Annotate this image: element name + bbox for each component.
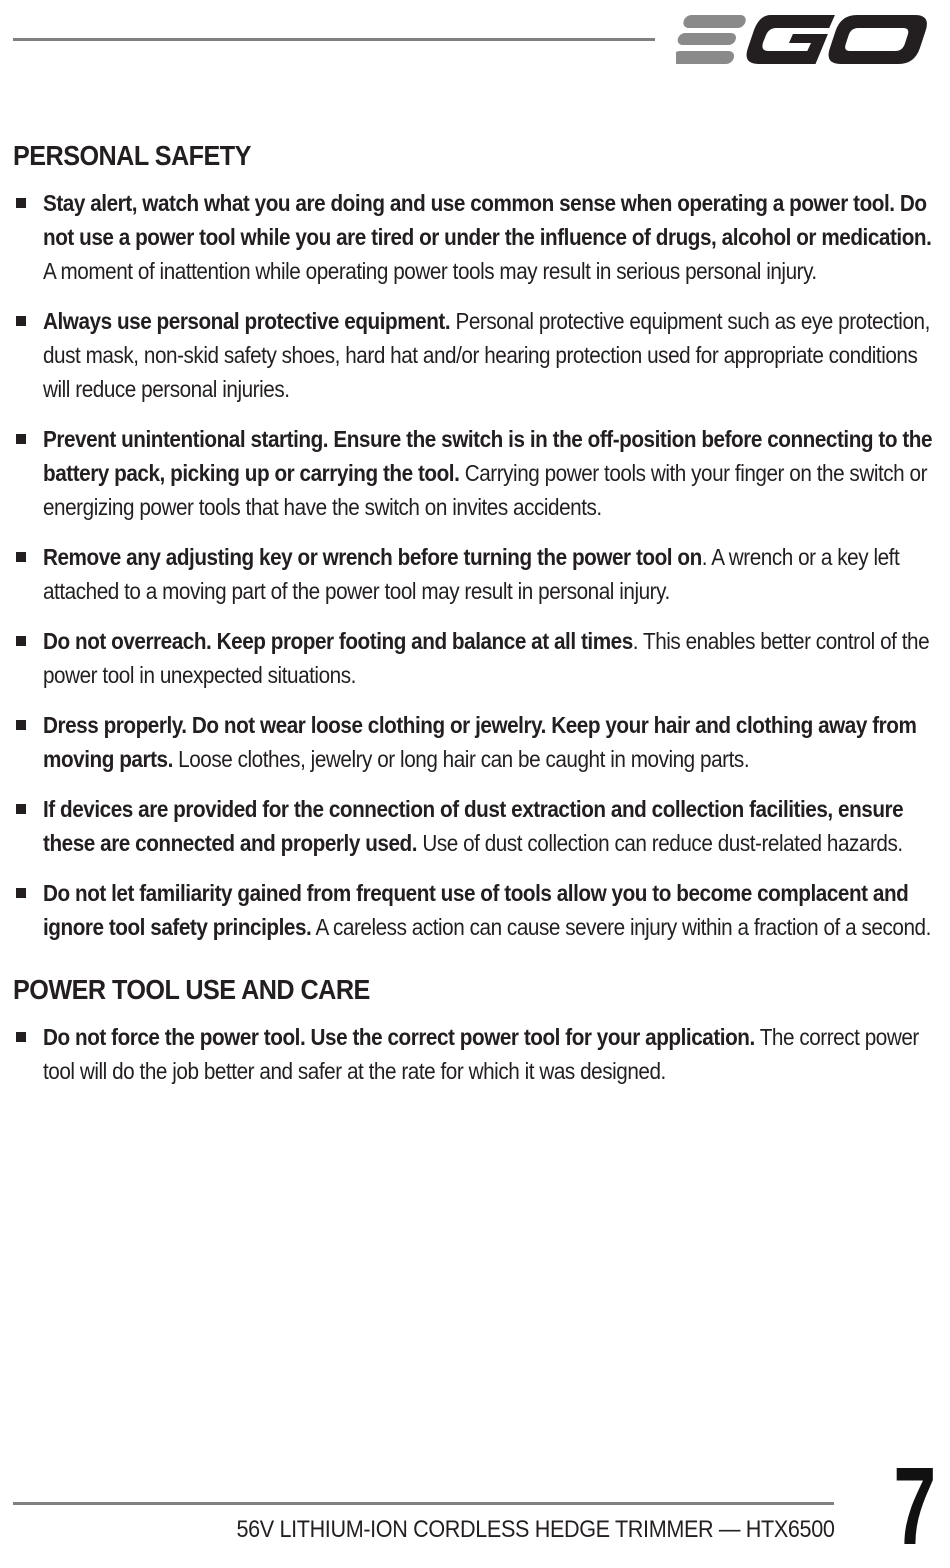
item-text: A moment of inattention while operating power tools may result in serious personal injury. [43, 258, 817, 284]
square-bullet-icon [16, 198, 26, 208]
item-bold-text: Dress properly. Do not wear loose clothing or jewelry. Keep your hair and clothing away from moving parts. [43, 712, 917, 772]
item-bold-text: Stay alert, watch what you are doing and use common sense when operating a power tool. Do not use a power tool while you are tired or under the influence of drugs, alcohol or medication. [43, 190, 932, 250]
list-item [13, 422, 935, 524]
square-bullet-icon [16, 636, 26, 646]
list-item [13, 186, 935, 288]
list-item [13, 792, 935, 860]
item-bold-text: Prevent unintentional starting. Ensure the switch is in the off-position before connecting to the battery pack, picking up or carrying the tool. [43, 426, 933, 486]
personal-safety-list [13, 186, 935, 944]
list-item [13, 1020, 935, 1088]
square-bullet-icon [16, 804, 26, 814]
ego-logo [676, 10, 932, 68]
list-item [13, 876, 935, 944]
footer-product-title: 56V LITHIUM-ION CORDLESS HEDGE TRIMMER — HTX6500 [235, 1516, 834, 1543]
item-text: A careless action can cause severe injury within a fraction of a second. [311, 914, 931, 940]
list-item [13, 624, 935, 692]
item-text: . A wrench or a key left attached to a moving part of the power tool may result in personal injury. [43, 544, 900, 604]
square-bullet-icon [16, 720, 26, 730]
section-heading-personal-safety: PERSONAL SAFETY [13, 140, 251, 171]
item-bold-text: Do not let familiarity gained from frequent use of tools allow you to become complacent and ignore tool safety principles. [43, 880, 909, 940]
list-item [13, 540, 935, 608]
header-rule [13, 38, 655, 41]
item-text: Loose clothes, jewelry or long hair can be caught in moving parts. [172, 746, 750, 772]
list-item [13, 708, 935, 776]
footer-rule [13, 1502, 834, 1505]
item-text: Carrying power tools with your finger on the switch or energizing power tools that have the switch on invites accidents. [43, 460, 928, 520]
item-bold-text: Do not force the power tool. Use the correct power tool for your application. [43, 1024, 755, 1050]
item-text: Use of dust collection can reduce dust-related hazards. [417, 830, 903, 856]
square-bullet-icon [16, 1032, 26, 1042]
page-number: 7 [893, 1445, 936, 1568]
square-bullet-icon [16, 888, 26, 898]
item-bold-text: Remove any adjusting key or wrench before turning the power tool on [43, 544, 702, 570]
content-area [13, 138, 935, 1104]
item-text: The correct power tool will do the job better and safer at the rate for which it was designed. [43, 1024, 919, 1084]
item-bold-text: Always use personal protective equipment. [43, 308, 451, 334]
item-text: . This enables better control of the power tool in unexpected situations. [43, 628, 930, 688]
list-item [13, 304, 935, 406]
section-heading-power-tool-use: POWER TOOL USE AND CARE [13, 974, 370, 1005]
item-bold-text: If devices are provided for the connection of dust extraction and collection facilities, ensure these are connected and properly used. [43, 796, 904, 856]
square-bullet-icon [16, 552, 26, 562]
square-bullet-icon [16, 434, 26, 444]
square-bullet-icon [16, 316, 26, 326]
item-bold-text: Do not overreach. Keep proper footing and balance at all times [43, 628, 633, 654]
power-tool-use-list [13, 1020, 935, 1088]
item-text: Personal protective equipment such as eye protection, dust mask, non-skid safety shoes, hard hat and/or hearing protection used for appropriate conditions will reduce personal injuries. [43, 308, 930, 402]
